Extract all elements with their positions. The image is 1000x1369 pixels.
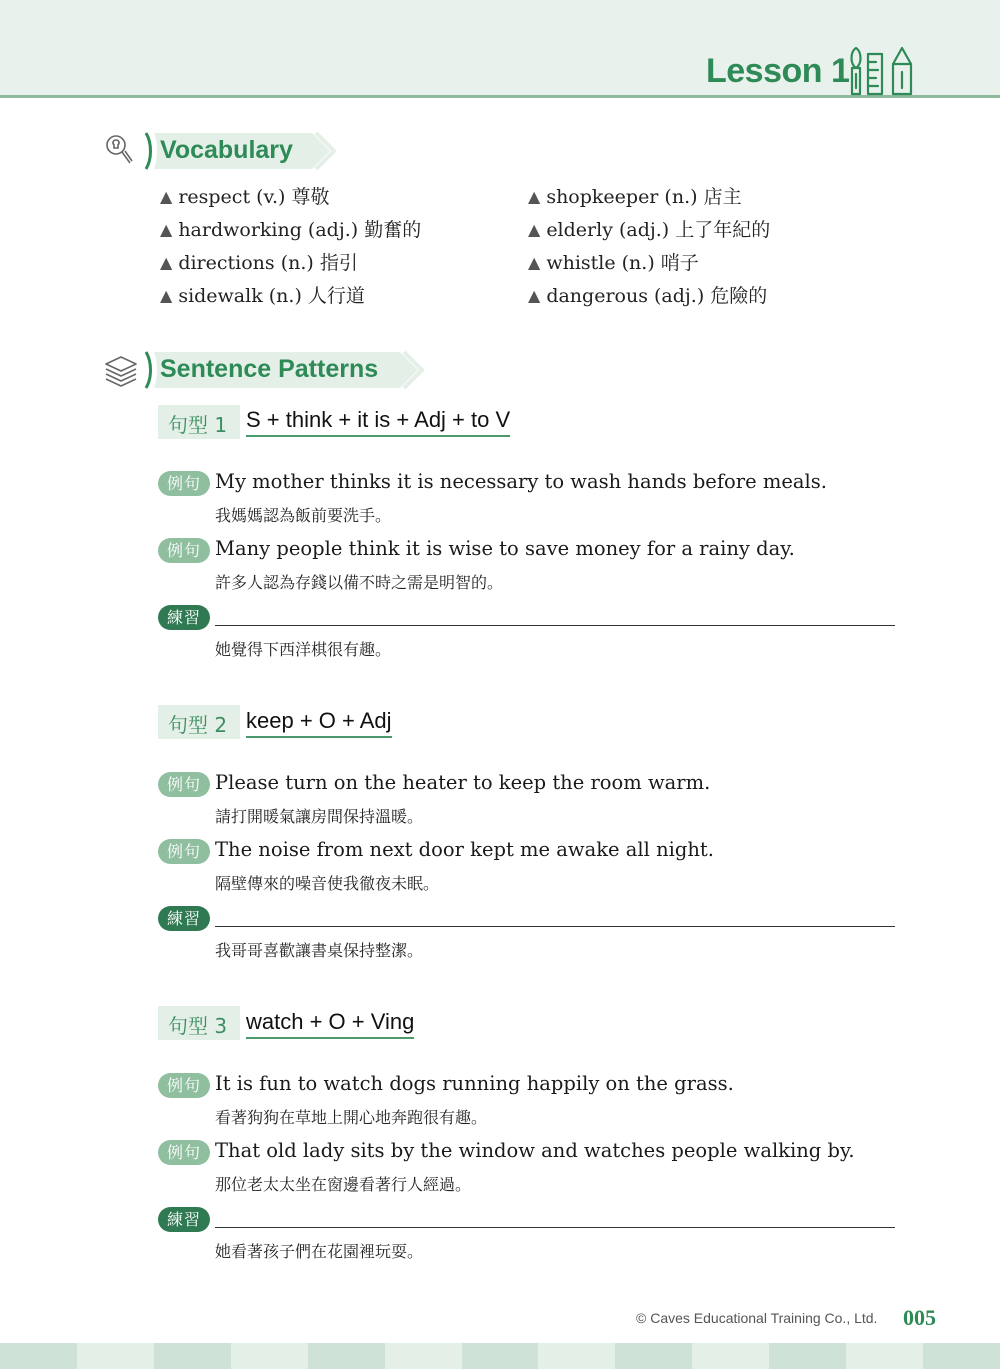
vocab-item: ▲ directions (n.) 指引 (160, 252, 358, 274)
practice-pill: 練習 (158, 906, 210, 931)
example-sentence: Please turn on the heater to keep the room warm. (215, 771, 711, 794)
vocab-item: ▲ sidewalk (n.) 人行道 (160, 285, 365, 307)
practice-answer-line[interactable] (215, 625, 895, 626)
sentence-patterns-label: Sentence Patterns (160, 355, 379, 383)
example-pill: 例句 (158, 538, 210, 563)
vocab-item: ▲ whistle (n.) 哨子 (528, 252, 699, 274)
pattern-badge: 句型 3 (158, 1006, 240, 1040)
example-translation: 隔壁傳來的噪音使我徹夜未眠。 (215, 874, 440, 893)
practice-prompt: 她看著孩子們在花園裡玩耍。 (215, 1242, 424, 1261)
example-pill: 例句 (158, 1140, 210, 1165)
pattern-formula: keep + O + Adj (246, 708, 392, 738)
stacked-layers-icon (104, 352, 138, 388)
vocab-item: ▲ elderly (adj.) 上了年紀的 (528, 219, 771, 241)
example-translation: 我媽媽認為飯前要洗手。 (215, 506, 392, 525)
example-translation: 許多人認為存錢以備不時之需是明智的。 (215, 573, 504, 592)
practice-pill: 練習 (158, 605, 210, 630)
example-sentence: That old lady sits by the window and watches people walking by. (215, 1139, 855, 1162)
example-translation: 看著狗狗在草地上開心地奔跑很有趣。 (215, 1108, 488, 1127)
stationery-icon (846, 44, 926, 96)
example-pill: 例句 (158, 471, 210, 496)
example-sentence: My mother thinks it is necessary to wash hands before meals. (215, 470, 827, 493)
example-pill: 例句 (158, 839, 210, 864)
sentence-patterns-heading (104, 350, 434, 390)
example-sentence: It is fun to watch dogs running happily on the grass. (215, 1072, 734, 1095)
pattern-formula: watch + O + Ving (246, 1009, 414, 1039)
practice-pill: 練習 (158, 1207, 210, 1232)
practice-prompt: 我哥哥喜歡讓書桌保持整潔。 (215, 941, 424, 960)
pattern-badge: 句型 2 (158, 705, 240, 739)
vocab-item: ▲ dangerous (adj.) 危險的 (528, 285, 768, 307)
vocabulary-label: Vocabulary (160, 136, 293, 164)
practice-answer-line[interactable] (215, 926, 895, 927)
pattern-badge: 句型 1 (158, 405, 240, 439)
example-pill: 例句 (158, 772, 210, 797)
practice-answer-line[interactable] (215, 1227, 895, 1228)
page-number: 005 (903, 1305, 936, 1330)
example-pill: 例句 (158, 1073, 210, 1098)
copyright-notice: © Caves Educational Training Co., Ltd. (636, 1310, 878, 1326)
example-translation: 那位老太太坐在窗邊看著行人經過。 (215, 1175, 472, 1194)
vocabulary-heading (104, 131, 344, 171)
footer-stripe-bar (0, 1343, 1000, 1369)
vocab-item: ▲ shopkeeper (n.) 店主 (528, 186, 742, 208)
vocab-item: ▲ respect (v.) 尊敬 (160, 186, 330, 208)
practice-prompt: 她覺得下西洋棋很有趣。 (215, 640, 392, 659)
example-sentence: Many people think it is wise to save money for a rainy day. (215, 537, 795, 560)
pattern-formula: S + think + it is + Adj + to V (246, 407, 510, 437)
vocab-item: ▲ hardworking (adj.) 勤奮的 (160, 219, 422, 241)
example-sentence: The noise from next door kept me awake all night. (215, 838, 714, 861)
lesson-title: Lesson 1 (706, 52, 850, 90)
example-translation: 請打開暖氣讓房間保持溫暖。 (215, 807, 424, 826)
magnifier-bulb-icon (104, 133, 134, 169)
